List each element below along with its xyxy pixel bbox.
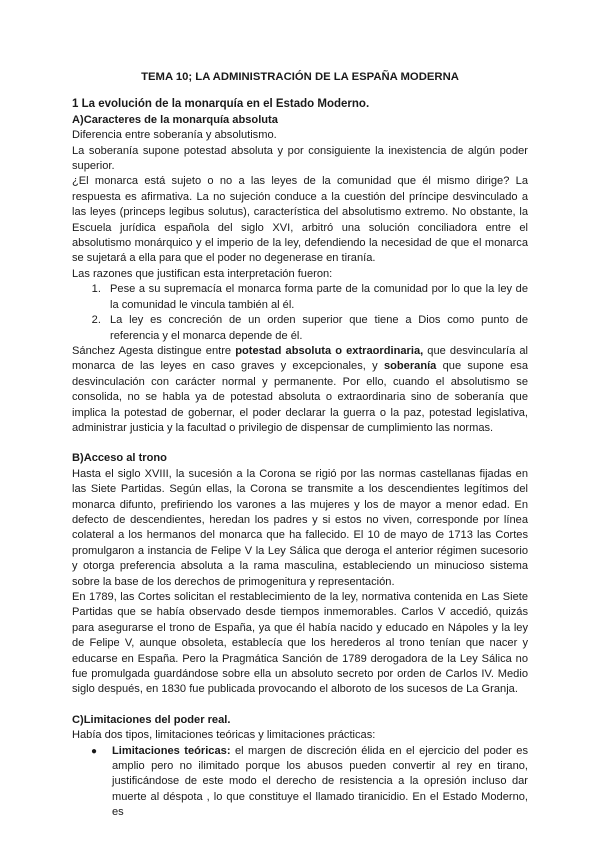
list-item: 1. Pese a su supremacía el monarca forma parte de la comunidad por lo que la ley de la comunidad le vincula también al él. [104, 282, 528, 313]
text-run: que supone esa desvinculación con carácter normal y permanente. Por ello, cuando el absolutismo se consolida, no se habla ya de potestad absoluta o extraordinaria sino de soberanía que implica la potestad de gobernar, el poder declarar la guerra o la paz, potestad legislativa, administrar justicia y la facultad o privilegio de dispensar de cumplimiento las normas. [72, 360, 528, 434]
paragraph: La soberanía supone potestad absoluta y por consiguiente la inexistencia de algún poder superior. [72, 144, 528, 173]
document-title: TEMA 10; LA ADMINISTRACIÓN DE LA ESPAÑA MODERNA [141, 71, 459, 83]
subsection-heading-a: A)Caracteres de la monarquía absoluta [72, 113, 278, 126]
text-run: el margen de discreción élida en el ejercicio del poder es amplio pero no ilimitado porque los abusos pueden convertir al rey en tirano, justificándose de este modo el derecho de resistencia a la opresión incluso dar muerte al déspota , lo que constituye el llamado tiranicidio. En el Estado Moderno, es [112, 744, 529, 819]
bullet-list [72, 744, 528, 821]
bullet-icon: ● [91, 745, 98, 757]
text-run: que desvincularía al monarca de las leyes en caso graves y excepcionales, y [72, 344, 529, 373]
bold-term: soberanía [383, 360, 437, 373]
subsection-heading-c: C)Limitaciones del poder real. [72, 713, 231, 726]
paragraph: ¿El monarca está sujeto o no a las leyes de la comunidad que él mismo dirige? La respuesta es afirmativa. La no sujeción conduce a la cuestión del príncipe desvinculado a las leyes (princeps legibus solutus), característica del absolutismo extremo. No obstante, la Escuela jurídica española del siglo XVI, arbitró una solución conciliadora entre el absolutismo monárquico y el imperio de la ley, defendiendo la necesidad de que el monarca se sujetará a ella para que el poder no degenerase en tiranía. [72, 175, 528, 265]
bold-term: Limitaciones teóricas: [112, 744, 231, 757]
paragraph: Hasta el siglo XVIII, la sucesión a la Corona se rigió por las normas castellanas fijadas en las Siete Partidas. Según ellas, la Corona se transmite a los descendientes legítimos del monarca difunto, prefiriendo los varones a las mujeres y los de mayor a menor edad. En defecto de descendientes, heredan los padres y si estos no viven, corresponde por línea colateral a los hermanos del monarca que ha fallecido. El 10 de mayo de 1713 las Cortes promulgaron a instancia de Felipe V la Ley Sálica que deroga el anterior régimen sucesorio y otorga preferencia absoluta a la rama masculina, estableciendo un minucioso sistema sobre la base de los derechos de primogenitura y representación. [72, 467, 528, 588]
paragraph: En 1789, las Cortes solicitan el restablecimiento de la ley, normativa contenida en Las Siete Partidas que se había observado desde tiempos inmemorables. Carlos V accedió, quizás para asegurarse el trono de España, ya que él había nacido y educado en Nápoles y la ley de Felipe V, aunque obsoleta, establecía que los herederos al trono tenían que nacer y educarse en España. Pero la Pragmática Sanción de 1789 derogadora de la Ley Sálica no fue promulgada guardándose sobre ella un absoluto secreto por orden de Carlos IV. Medio siglo después, en 1830 fue publicada provocando el alboroto de los sucesos de La Granja. [72, 591, 528, 696]
paragraph: Había dos tipos, limitaciones teóricas y limitaciones prácticas: [72, 729, 376, 742]
section-heading-1: 1 La evolución de la monarquía en el Estado Moderno. [72, 98, 370, 111]
list-item [91, 744, 529, 821]
paragraph: Las razones que justifican esta interpretación fueron: [72, 267, 333, 280]
list-item: 2. La ley es concreción de un orden superior que tiene a Dios como punto de referencia y el monarca depende de él. [104, 313, 528, 344]
spacer [72, 698, 528, 713]
bold-term: potestad absoluta o extraordinaria, [235, 344, 424, 357]
spacer [72, 436, 528, 451]
subsection-heading-b: B)Acceso al trono [72, 452, 167, 465]
paragraph-sanchez-agesta [72, 344, 528, 436]
paragraph: Diferencia entre soberanía y absolutismo. [72, 129, 277, 142]
numbered-list [72, 282, 528, 344]
text-run: Sánchez Agesta distingue entre [72, 344, 236, 357]
